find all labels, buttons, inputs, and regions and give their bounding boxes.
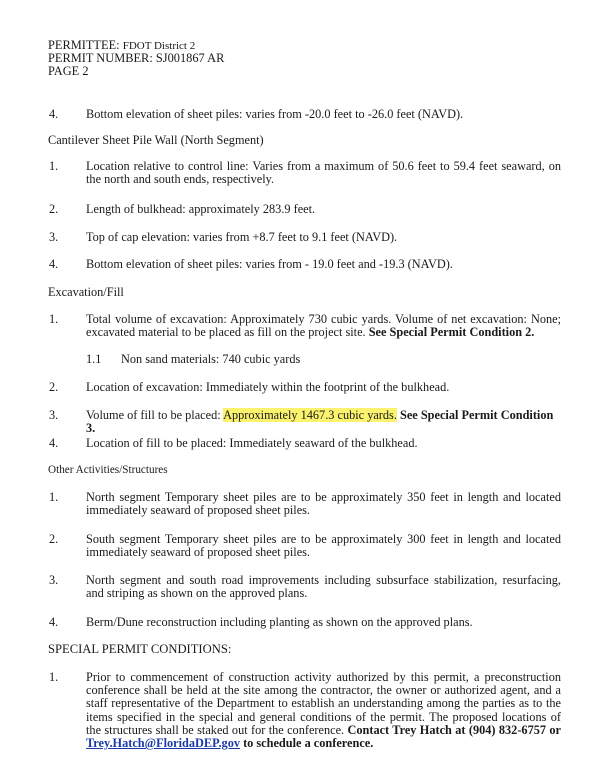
- item-text: Length of bulkhead: approximately 283.9 feet.: [86, 202, 316, 216]
- item-text: Location of fill to be placed: Immediately seaward of the bulkhead.: [86, 436, 418, 450]
- permittee-value: FDOT District 2: [122, 40, 196, 52]
- item-number: 3.: [49, 408, 59, 422]
- item-number: 1.: [49, 312, 59, 326]
- item-number: 1.: [49, 670, 59, 684]
- item-text: Location of excavation: Immediately within the footprint of the bulkhead.: [86, 380, 450, 394]
- subitem-number: 1.1: [86, 352, 102, 366]
- highlighted-text: Approximately 1467.3 cubic yards.: [223, 408, 397, 422]
- item-text: Berm/Dune reconstruction including planting as shown on the approved plans.: [86, 615, 473, 629]
- subitem-text: Non sand materials: 740 cubic yards: [121, 352, 301, 366]
- item-text: [86, 313, 561, 339]
- permittee-label: PERMITTEE:: [48, 38, 120, 52]
- item-text: North segment and south road improvements including subsurface stabilization, resurfacing, and striping as shown on the approved plans.: [86, 573, 561, 601]
- item-number: 1.: [49, 490, 59, 504]
- item-text: [86, 409, 561, 435]
- header-page: PAGE 2: [48, 64, 89, 78]
- item-number: 4.: [49, 436, 59, 450]
- item-text-plain: Volume of fill to be placed:: [86, 408, 221, 422]
- contact-text: Contact Trey Hatch at (904) 832-6757 or: [347, 722, 561, 737]
- contact-text-end: to schedule a conference.: [243, 736, 374, 751]
- item-text: Top of cap elevation: varies from +8.7 feet to 9.1 feet (NAVD).: [86, 230, 398, 244]
- item-number: 3.: [49, 230, 59, 244]
- item-text: Location relative to control line: Varies from a maximum of 50.6 feet to 59.4 feet seaward, on the north and south ends, respectively.: [86, 159, 561, 187]
- item-number: 4.: [49, 615, 59, 629]
- item-number: 2.: [49, 202, 59, 216]
- item-number: 1.: [49, 159, 59, 173]
- item-number: 4.: [49, 107, 59, 121]
- item-text-bold: See Special Permit Condition 3.: [86, 408, 554, 436]
- email-link[interactable]: Trey.Hatch@FloridaDEP.gov: [86, 736, 240, 751]
- item-text: Bottom elevation of sheet piles: varies from - 19.0 feet and -19.3 (NAVD).: [86, 257, 453, 271]
- item-text: Bottom elevation of sheet piles: varies from -20.0 feet to -26.0 feet (NAVD).: [86, 107, 464, 121]
- item-text-bold: See Special Permit Condition 2.: [368, 325, 535, 340]
- header-permit-number: PERMIT NUMBER: SJ001867 AR: [48, 51, 225, 65]
- item-number: 2.: [49, 532, 59, 546]
- item-text-plain: Prior to commencement of construction activity authorized by this permit, a preconstruction conference shall be held at the site among the contractor, the owner or authorized agent, and a staff representative of the Department to establish an understanding among the parties as to the items specified in the special and general conditions of the permit. The proposed locations of the structures shall be staked out for the conference.: [86, 670, 561, 737]
- item-text: North segment Temporary sheet piles are to be approximately 350 feet in length and located immediately seaward of proposed sheet piles.: [86, 490, 561, 518]
- item-number: 4.: [49, 257, 59, 271]
- section-heading-cantilever: Cantilever Sheet Pile Wall (North Segment): [48, 133, 264, 147]
- section-heading-special: SPECIAL PERMIT CONDITIONS:: [48, 642, 232, 656]
- item-number: 3.: [49, 573, 59, 587]
- item-text: South segment Temporary sheet piles are to be approximately 300 feet in length and located immediately seaward of proposed sheet piles.: [86, 532, 561, 560]
- item-text-plain: Total volume of excavation: Approximately 730 cubic yards. Volume of net excavation: None; excavated material to be placed as fill on the project site.: [86, 312, 561, 340]
- section-heading-excavation: Excavation/Fill: [48, 285, 124, 299]
- item-text: [86, 671, 561, 750]
- item-number: 2.: [49, 380, 59, 394]
- section-heading-other: Other Activities/Structures: [48, 464, 168, 476]
